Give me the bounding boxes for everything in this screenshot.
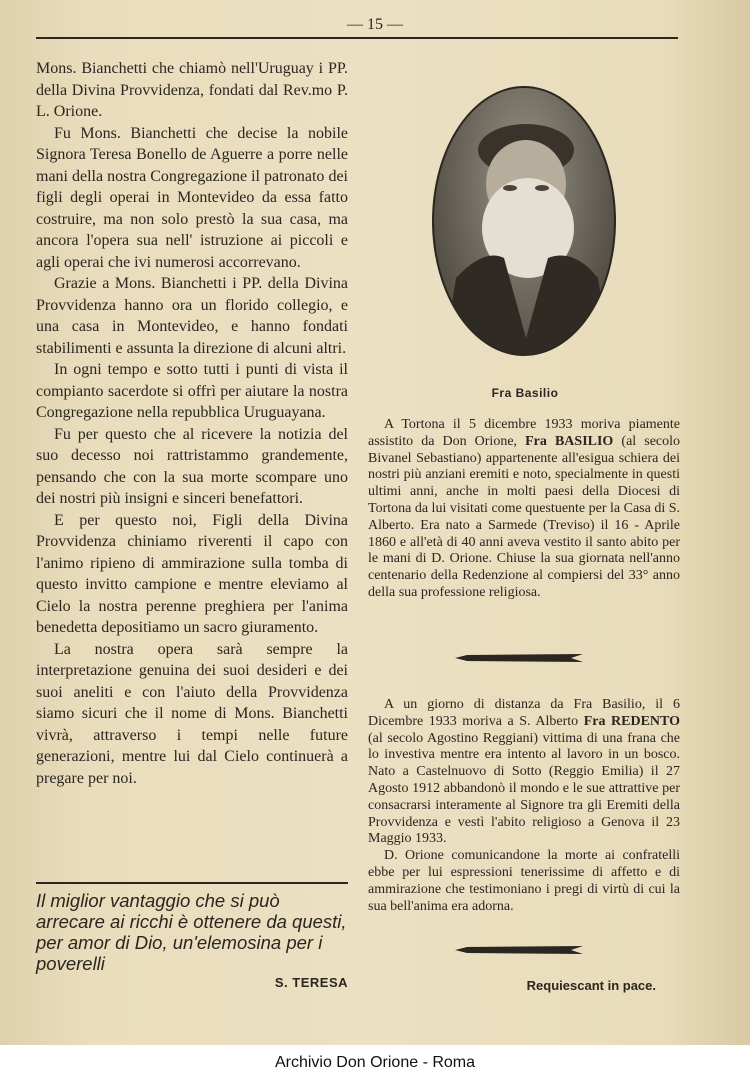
article-bianchetti <box>36 58 348 789</box>
obituary-paragraph <box>368 417 680 602</box>
article-paragraph: E per questo noi, Figli della Divina Provvidenza chiniamo riverenti il capo con l'animo ripieno di ammirazione sulla tomba di questo invitto campione e mentre eleviamo al Cielo la nostra perenne preghiera per l'anima benedetta depositiamo un sacro giuramento. <box>36 511 348 636</box>
portrait-photo <box>432 86 616 356</box>
header-rule <box>36 37 678 39</box>
text-span: (al secolo Agostino Reggiani) vittima di una frana che lo investiva mentre era intento al lavoro in un bosco. Nato a Castelnuovo di Sotto (Reggio Emilia) il 27 Agosto 1912 abbandonò il mondo e le sue attrattive per consacrarsi interamente al Signore tra gli Eremiti della Provvidenza e vestì l'abito religioso a Genova il 23 Maggio 1933. <box>368 730 680 847</box>
deceased-name: Fra REDENTO <box>583 713 681 729</box>
article-paragraph: La nostra opera sarà sempre la interpretazione genuina dei suoi desideri e dei suoi aneliti e con l'aiuto della Provvidenza siamo sicuri che il nome di Mons. Bianchetti vivrà, attraverso i tempi nelle future generazioni, mentre lui dal Cielo continuerà a pregare per noi. <box>36 640 348 787</box>
ornament-divider <box>455 654 583 662</box>
quote-text: Il miglior vantaggio che si può arrecare ai ricchi è ottenere da questi, per amor di Dio, un'elemosina per i poverelli <box>36 890 347 974</box>
page-number: — 15 — <box>347 16 403 33</box>
ornament-divider <box>455 946 583 954</box>
article-paragraph: Mons. Bianchetti che chiamò nell'Uruguay i PP. della Divina Provvidenza, fondati dal Rev.mo P. L. Orione. <box>36 60 348 120</box>
closing-line: Requiescant in pace. <box>526 978 656 993</box>
article-paragraph: In ogni tempo e sotto tutti i punti di vista il compianto sacerdote si offrì per aiutare la nostra Congregazione nella repubblica Uruguayana. <box>36 361 348 421</box>
article-paragraph: Fu Mons. Bianchetti che decise la nobile Signora Teresa Bonello de Aguerre a porre nelle mani della nostra Congregazione il patronato dei figli degli operai in Montevideo da essa fatto costruire, ma non solo prestò la sua casa, ma ancora l'opera sua nell' istruzione ai piccoli e agli operai che ivi numerosi accorrevano. <box>36 124 348 271</box>
obituary-paragraph: D. Orione comunicandone la morte ai confratelli ebbe per lui espressioni tenerissime di affetto e di ammirazione che testimoniano i pregi di virtù di cui la sua bell'anima era adorna. <box>368 848 680 914</box>
portrait-figure <box>434 88 614 354</box>
quote-author: S. TERESA <box>274 975 348 990</box>
quote-rule <box>36 882 348 884</box>
obituary-fra-redento <box>368 697 680 915</box>
text-span: A Tortona il 5 dicembre 1933 moriva piamente assistito da Don Orione, <box>368 417 680 449</box>
article-paragraph: Grazie a Mons. Bianchetti i PP. della Divina Provvidenza hanno ora un florido collegio, e una casa in Montevideo, e hanno fondati stabilimenti e assunta la direzione di alcuni altri. <box>36 275 348 357</box>
obituary-paragraph <box>368 697 680 848</box>
text-span: (al secolo Bivanel Sebastiano) appartenente all'esigua schiera dei nostri più anziani eremiti e noto, specialmente in questi ultimi anni, anche in molti paesi della Diocesi di Tortona da lui visitati come questuente per la Casa di S. Alberto. Era nato a Sarmede (Treviso) il 16 - Aprile 1860 e all'età di 40 anni aveva vestito il santo abito per le mani di D. Orione. Chiuse la sua giornata nell'anno centenario della Redenzione al compiersi del 33° anno della sua professione religiosa. <box>368 433 681 600</box>
archive-footer: Archivio Don Orione - Roma <box>0 1045 750 1081</box>
article-paragraph: Fu per questo che al ricevere la notizia del suo decesso noi rattristammo grandemente, pensando che con la sua morte scompare uno dei nostri più insigni e sinceri benefattori. <box>36 425 348 507</box>
obituary-fra-basilio <box>368 417 680 602</box>
portrait-caption: Fra Basilio <box>491 386 559 400</box>
deceased-name: Fra BASILIO <box>525 433 614 449</box>
text-span: A un giorno di distanza da Fra Basilio, il 6 Dicembre 1933 moriva a S. Alberto <box>368 697 680 729</box>
